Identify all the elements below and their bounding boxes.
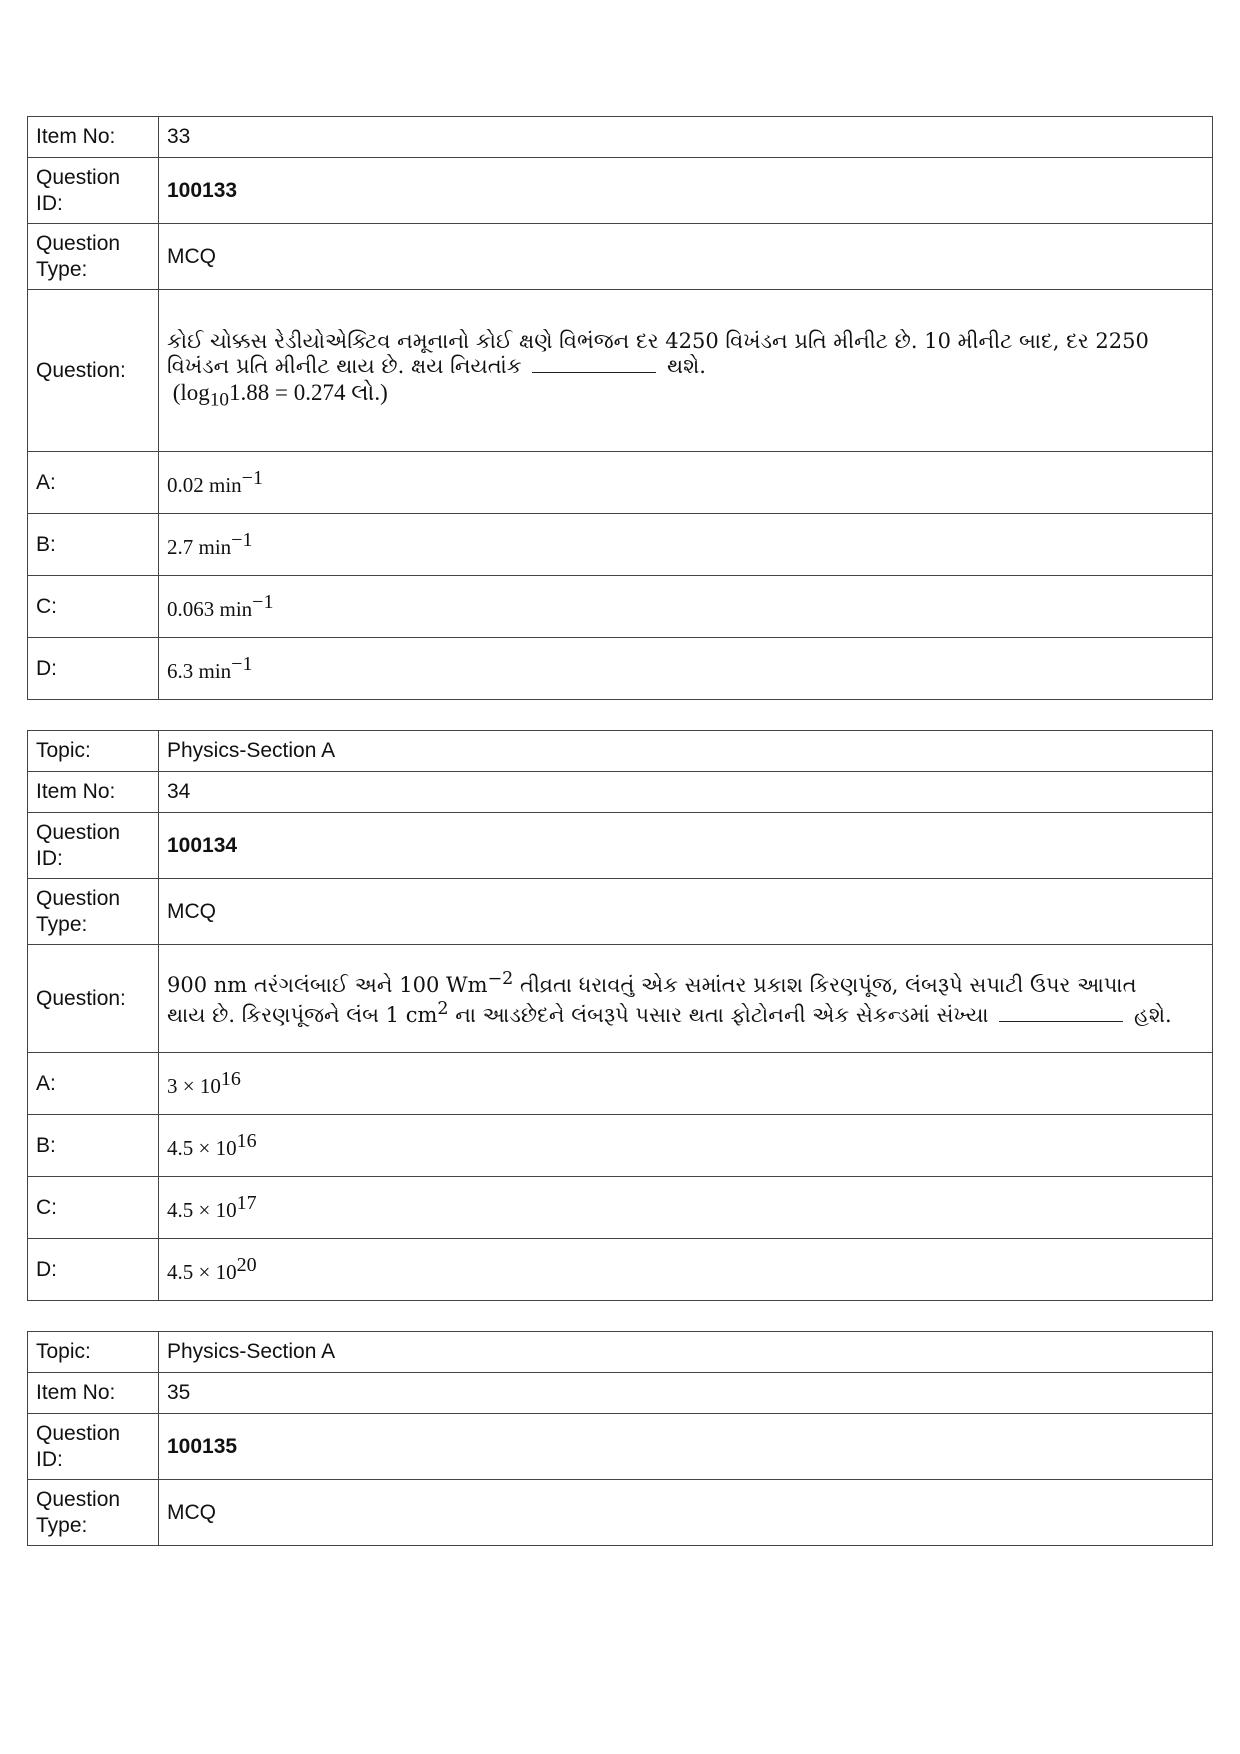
- option-exponent: 16: [236, 1130, 257, 1153]
- question-id-value: 100135: [159, 1414, 1213, 1480]
- question-id-row: [28, 158, 1213, 224]
- question-line: [167, 999, 1204, 1028]
- option-a-row: [28, 452, 1213, 514]
- question-line: [167, 354, 1204, 379]
- question-type-label: Question Type:: [28, 1480, 159, 1546]
- question-type-value: MCQ: [159, 224, 1213, 290]
- hint-part: (log: [172, 380, 210, 406]
- option-d-label: D:: [28, 1239, 159, 1301]
- question-superscript: −2: [487, 969, 514, 990]
- question-text: [159, 945, 1213, 1053]
- option-value: 0.063 min: [167, 597, 253, 622]
- question-type-row: [28, 1480, 1213, 1546]
- option-exponent: 17: [236, 1192, 257, 1215]
- option-d-row: [28, 638, 1213, 700]
- option-exponent: 16: [220, 1068, 241, 1091]
- item-no-value: 33: [159, 117, 1213, 158]
- option-a-label: A:: [28, 452, 159, 514]
- question-type-row: [28, 224, 1213, 290]
- question-id-row: [28, 1414, 1213, 1480]
- question-id-label: Question ID:: [28, 1414, 159, 1480]
- question-id-value: 100134: [159, 813, 1213, 879]
- option-value: 2.7 min: [167, 535, 232, 560]
- option-value: 4.5 × 10: [167, 1136, 237, 1161]
- question-text: [159, 290, 1213, 452]
- item-no-value: 35: [159, 1373, 1213, 1414]
- question-id-label: Question ID:: [28, 813, 159, 879]
- question-33-table: [27, 116, 1213, 700]
- question-34-table: [27, 730, 1213, 1301]
- item-no-label: Item No:: [28, 1373, 159, 1414]
- question-text-part: ના આડછેદને લંબરૂપે પસાર થતા ફોટોનની એક સેકન્ડમાં સંખ્યા: [448, 1002, 989, 1027]
- question-type-row: [28, 879, 1213, 945]
- option-b-value: [159, 1115, 1213, 1177]
- question-text-part: વિખંડન પ્રતિ મીનીટ થાય છે. ક્ષય નિયતાંક: [167, 354, 522, 379]
- question-text-part: 900 nm તરંગલંબાઈ અને 100 Wm: [167, 973, 488, 998]
- option-b-label: B:: [28, 514, 159, 576]
- topic-value: Physics-Section A: [159, 731, 1213, 772]
- option-exponent: −1: [252, 591, 274, 614]
- question-text-part: હશે.: [1133, 1002, 1172, 1027]
- item-no-label: Item No:: [28, 772, 159, 813]
- question-35-table: [27, 1331, 1213, 1546]
- option-b-label: B:: [28, 1115, 159, 1177]
- question-row: [28, 290, 1213, 452]
- item-no-row: [28, 1373, 1213, 1414]
- question-superscript: 2: [437, 998, 449, 1019]
- option-d-row: [28, 1239, 1213, 1301]
- option-c-label: C:: [28, 576, 159, 638]
- topic-row: [28, 1332, 1213, 1373]
- option-a-value: [159, 1053, 1213, 1115]
- question-label: Question:: [28, 945, 159, 1053]
- question-text-part: થશે.: [666, 354, 706, 379]
- answer-blank: [999, 1020, 1123, 1022]
- question-id-value: 100133: [159, 158, 1213, 224]
- answer-blank: [532, 371, 656, 373]
- option-exponent: −1: [241, 467, 263, 490]
- option-b-row: [28, 514, 1213, 576]
- option-a-value: [159, 452, 1213, 514]
- question-type-label: Question Type:: [28, 224, 159, 290]
- question-id-label: Question ID:: [28, 158, 159, 224]
- option-exponent: 20: [236, 1254, 257, 1277]
- option-value: 4.5 × 10: [167, 1260, 237, 1285]
- item-no-row: [28, 772, 1213, 813]
- item-no-row: [28, 117, 1213, 158]
- item-no-label: Item No:: [28, 117, 159, 158]
- option-a-label: A:: [28, 1053, 159, 1115]
- option-c-row: [28, 576, 1213, 638]
- option-value: 0.02 min: [167, 473, 242, 498]
- hint-part: 1.88 = 0.274 લો.): [228, 380, 388, 406]
- question-line: [167, 969, 1204, 998]
- question-text-part: તીવ્રતા ધરાવતું એક સમાંતર પ્રકાશ કિરણપૂંજ, લંબરૂપે સપાટી ઉપર આપાત: [513, 973, 1137, 998]
- item-no-value: 34: [159, 772, 1213, 813]
- option-value: 6.3 min: [167, 659, 232, 684]
- topic-value: Physics-Section A: [159, 1332, 1213, 1373]
- option-b-value: [159, 514, 1213, 576]
- option-exponent: −1: [231, 653, 253, 676]
- option-value: 4.5 × 10: [167, 1198, 237, 1223]
- topic-row: [28, 731, 1213, 772]
- question-row: [28, 945, 1213, 1053]
- option-d-value: [159, 638, 1213, 700]
- option-a-row: [28, 1053, 1213, 1115]
- option-d-value: [159, 1239, 1213, 1301]
- option-c-value: [159, 576, 1213, 638]
- option-c-value: [159, 1177, 1213, 1239]
- question-type-value: MCQ: [159, 1480, 1213, 1546]
- option-c-label: C:: [28, 1177, 159, 1239]
- option-d-label: D:: [28, 638, 159, 700]
- option-b-row: [28, 1115, 1213, 1177]
- question-label: Question:: [28, 290, 159, 452]
- topic-label: Topic:: [28, 731, 159, 772]
- question-text-part: થાય છે. કિરણપૂંજને લંબ 1 cm: [167, 1002, 438, 1027]
- option-c-row: [28, 1177, 1213, 1239]
- question-type-value: MCQ: [159, 879, 1213, 945]
- hint-subscript: 10: [209, 389, 229, 411]
- option-exponent: −1: [231, 529, 253, 552]
- topic-label: Topic:: [28, 1332, 159, 1373]
- question-type-label: Question Type:: [28, 879, 159, 945]
- question-line: કોઈ ચોક્કસ રેડીયોએક્ટિવ નમૂનાનો કોઈ ક્ષણે વિભંજન દર 4250 વિખંડન પ્રતિ મીનીટ છે. 10 મીનીટ બાદ, દર 2250: [167, 329, 1149, 354]
- question-hint: [167, 379, 1204, 412]
- question-id-row: [28, 813, 1213, 879]
- option-value: 3 × 10: [167, 1074, 221, 1099]
